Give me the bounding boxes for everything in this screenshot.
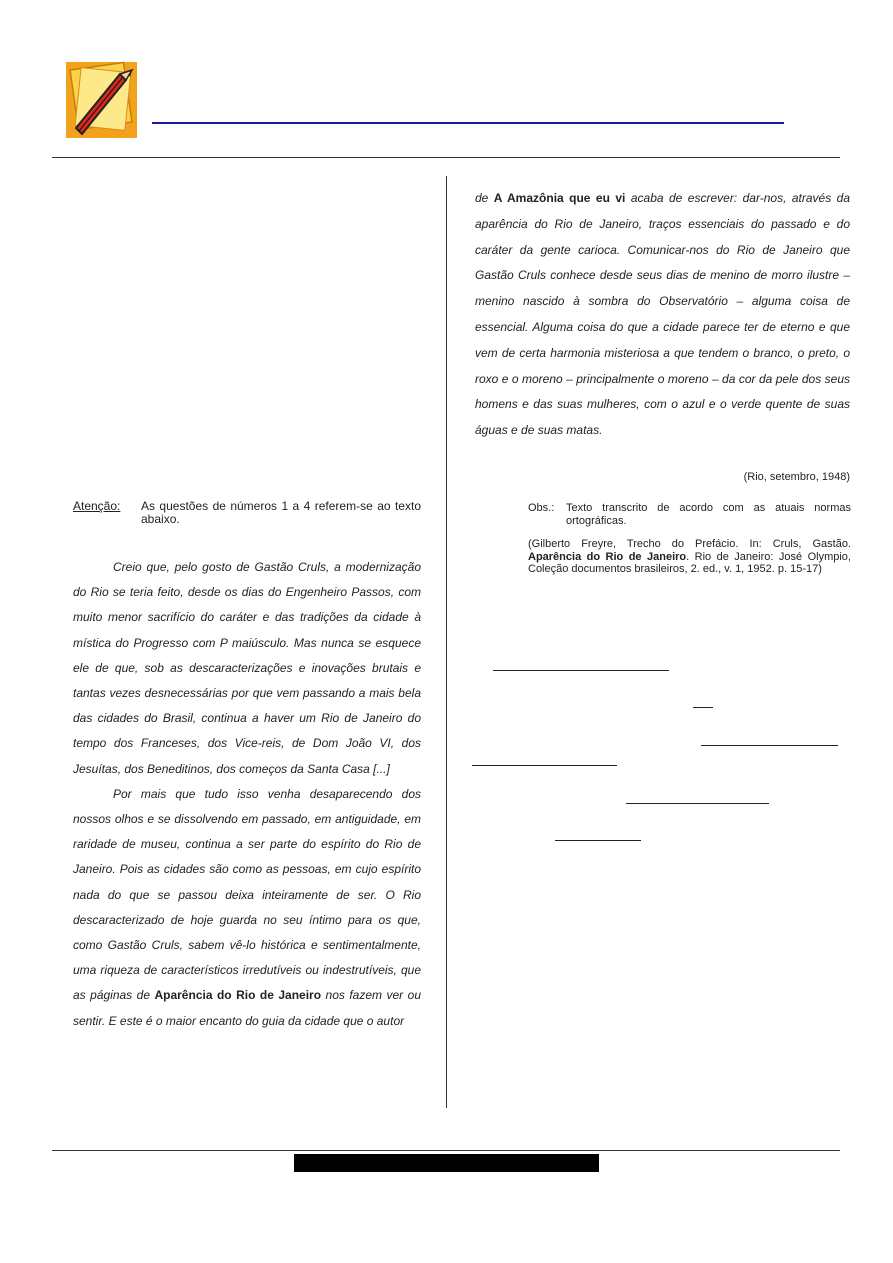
- passage-paragraph-2: [73, 782, 421, 1034]
- source-end: . Rio de Janeiro: José Olympio, Coleção documentos brasileiros, 2. ed., v. 1, 1952. p. 15-17): [528, 550, 851, 575]
- column-divider: [446, 176, 447, 1108]
- answer-blank-3: [701, 745, 838, 746]
- passage-p2-end: nos fazem ver ou sentir. E este é o maior encanto do guia da cidade que o autor: [73, 988, 421, 1028]
- obs-text: Texto transcrito de acordo com as atuais normas ortográficas.: [566, 502, 851, 527]
- passage-right-text: acaba de escrever: dar-nos, através da aparência do Rio de Janeiro, traços essenciais do passado e do caráter da gente carioca. Comunicar-nos do Rio de Janeiro que Gastão Cruls conhece desde seus dias de menino de morro ilustre – menino nascido à sombra do Observatório – alguma coisa de essencial. Alguma coisa do que a cidade parece ter de eterno e que vem de certa harmonia misteriosa a que tendem o branco, o preto, o roxo e o moreno – principalmente o moreno – da cor da pele dos seus homens e das suas mulheres, com o azul e o verde quente de suas águas e de suas matas.: [475, 191, 850, 438]
- pencil-logo-icon: [64, 60, 139, 140]
- book-title-aparencia: Aparência do Rio de Janeiro: [154, 988, 322, 1003]
- signature-date: (Rio, setembro, 1948): [743, 471, 850, 483]
- source-citation: [528, 538, 851, 576]
- answer-blank-4: [472, 765, 617, 766]
- source-start: (Gilberto Freyre, Trecho do Prefácio. In: Cruls, Gastão.: [528, 538, 851, 550]
- source-title: Aparência do Rio de Janeiro: [528, 550, 687, 563]
- passage-p2-start: Por mais que tudo isso venha desaparecendo dos nossos olhos e se dissolvendo em passado, em antiguidade, em raridade de museu, continua a ser parte do espírito do Rio de Janeiro. Pois as cidades são como as pessoas, em cujo espírito nada do que se passou deixa inteiramente de ser. O Rio descaracterizado de hoje guarda no seu íntimo para os que, como Gastão Cruls, sabem vê-lo histórica e sentimentalmente, uma riqueza de característicos irredutíveis ou indestrutíveis, que as páginas de: [73, 786, 421, 1003]
- passage-right: [475, 186, 850, 444]
- passage-left: [73, 555, 421, 1034]
- answer-blank-5: [626, 803, 769, 804]
- answer-blank-2: [693, 707, 713, 708]
- answer-blank-1: [493, 670, 669, 671]
- header-rule: [52, 157, 840, 158]
- passage-continuation: [475, 186, 850, 444]
- header-blue-line: [152, 122, 784, 124]
- book-title-amazonia: A Amazônia que eu vi: [493, 191, 626, 205]
- footer-redaction-bar: [294, 1154, 599, 1172]
- attention-text: As questões de números 1 a 4 referem-se ao texto abaixo.: [141, 499, 421, 526]
- answer-blank-6: [555, 840, 641, 841]
- footer-rule: [52, 1150, 840, 1151]
- passage-paragraph-1: Creio que, pelo gosto de Gastão Cruls, a modernização do Rio se teria feito, desde os dias do Engenheiro Passos, com muito menor sacrifício do caráter e das tradições da cidade à mística do Progresso com P maiúsculo. Mas nunca se esquece ele de que, sob as descaracterizações e inovações brutais e tantas vezes desnecessárias por que vem passando a mais bela das cidades do Brasil, continua a haver um Rio de Janeiro do tempo dos Franceses, dos Vice-reis, de Dom João VI, dos Jesuítas, dos Beneditinos, dos começos da Santa Casa [...]: [73, 560, 421, 776]
- obs-label: Obs.:: [528, 502, 555, 514]
- attention-label: Atenção:: [73, 499, 121, 513]
- passage-right-start: de: [475, 191, 494, 205]
